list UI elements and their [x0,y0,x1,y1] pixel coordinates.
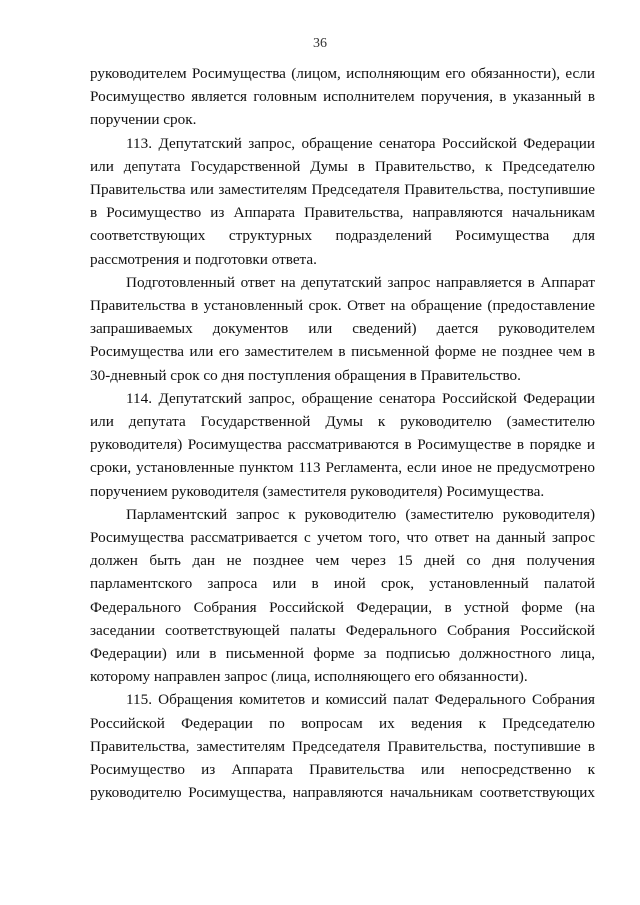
paragraph-115: 115. Обращения комитетов и комиссий палат Федерального Собрания Российской Федерации по вопросам их ведения к Председателю Правительства, заместителям Председателя Правительства, поступившие в Росимущество из Аппарата Правительства или непосредственно к руководителю Росимущества, направляются начальникам соответствующих [90,691,595,802]
paragraph-continuation: руководителем Росимущества (лицом, исполняющим его обязанности), если Росимущество является головным исполнителем поручения, в указанный в поручении срок. [90,65,595,129]
paragraph-113: 113. Депутатский запрос, обращение сенатора Российской Федерации или депутата Государственной Думы в Правительство, к Председателю Правительства или заместителям Председателя Правительства, поступившие в Росимущество из Аппарата Правительства, направляются начальникам соответствующих структурных подразделений Росимущества для рассмотрения и подготовки ответа. [90,134,595,268]
document-body [90,62,595,805]
page-number: 36 [313,36,327,51]
paragraph-114-parliamentary-request: Парламентский запрос к руководителю (заместителю руководителя) Росимущества рассматривается с учетом того, что ответ на данный запрос должен быть дан не позднее чем через 15 дней со дня получения парламентского запроса или в иной срок, установленный палатой Федерального Собрания Российской Федерации, в устной форме (на заседании соответствующей палаты Федерального Собрания Российской Федерации) или в письменной форме за подписью должностного лица, которому направлен запрос (лица, исполняющего его обязанности). [90,505,595,686]
paragraph-113-response: Подготовленный ответ на депутатский запрос направляется в Аппарат Правительства в установленный срок. Ответ на обращение (предоставление запрашиваемых документов или сведений) дается руководителем Росимущества или его заместителем в письменной форме не позднее чем в 30-дневный срок со дня поступления обращения в Правительство. [90,273,595,384]
paragraph-114: 114. Депутатский запрос, обращение сенатора Российской Федерации или депутата Государственной Думы к руководителю (заместителю руководителя) Росимущества рассматриваются в Росимуществе в порядке и сроки, установленные пунктом 113 Регламента, если иное не предусмотрено поручением руководителя (заместителя руководителя) Росимущества. [90,389,595,500]
